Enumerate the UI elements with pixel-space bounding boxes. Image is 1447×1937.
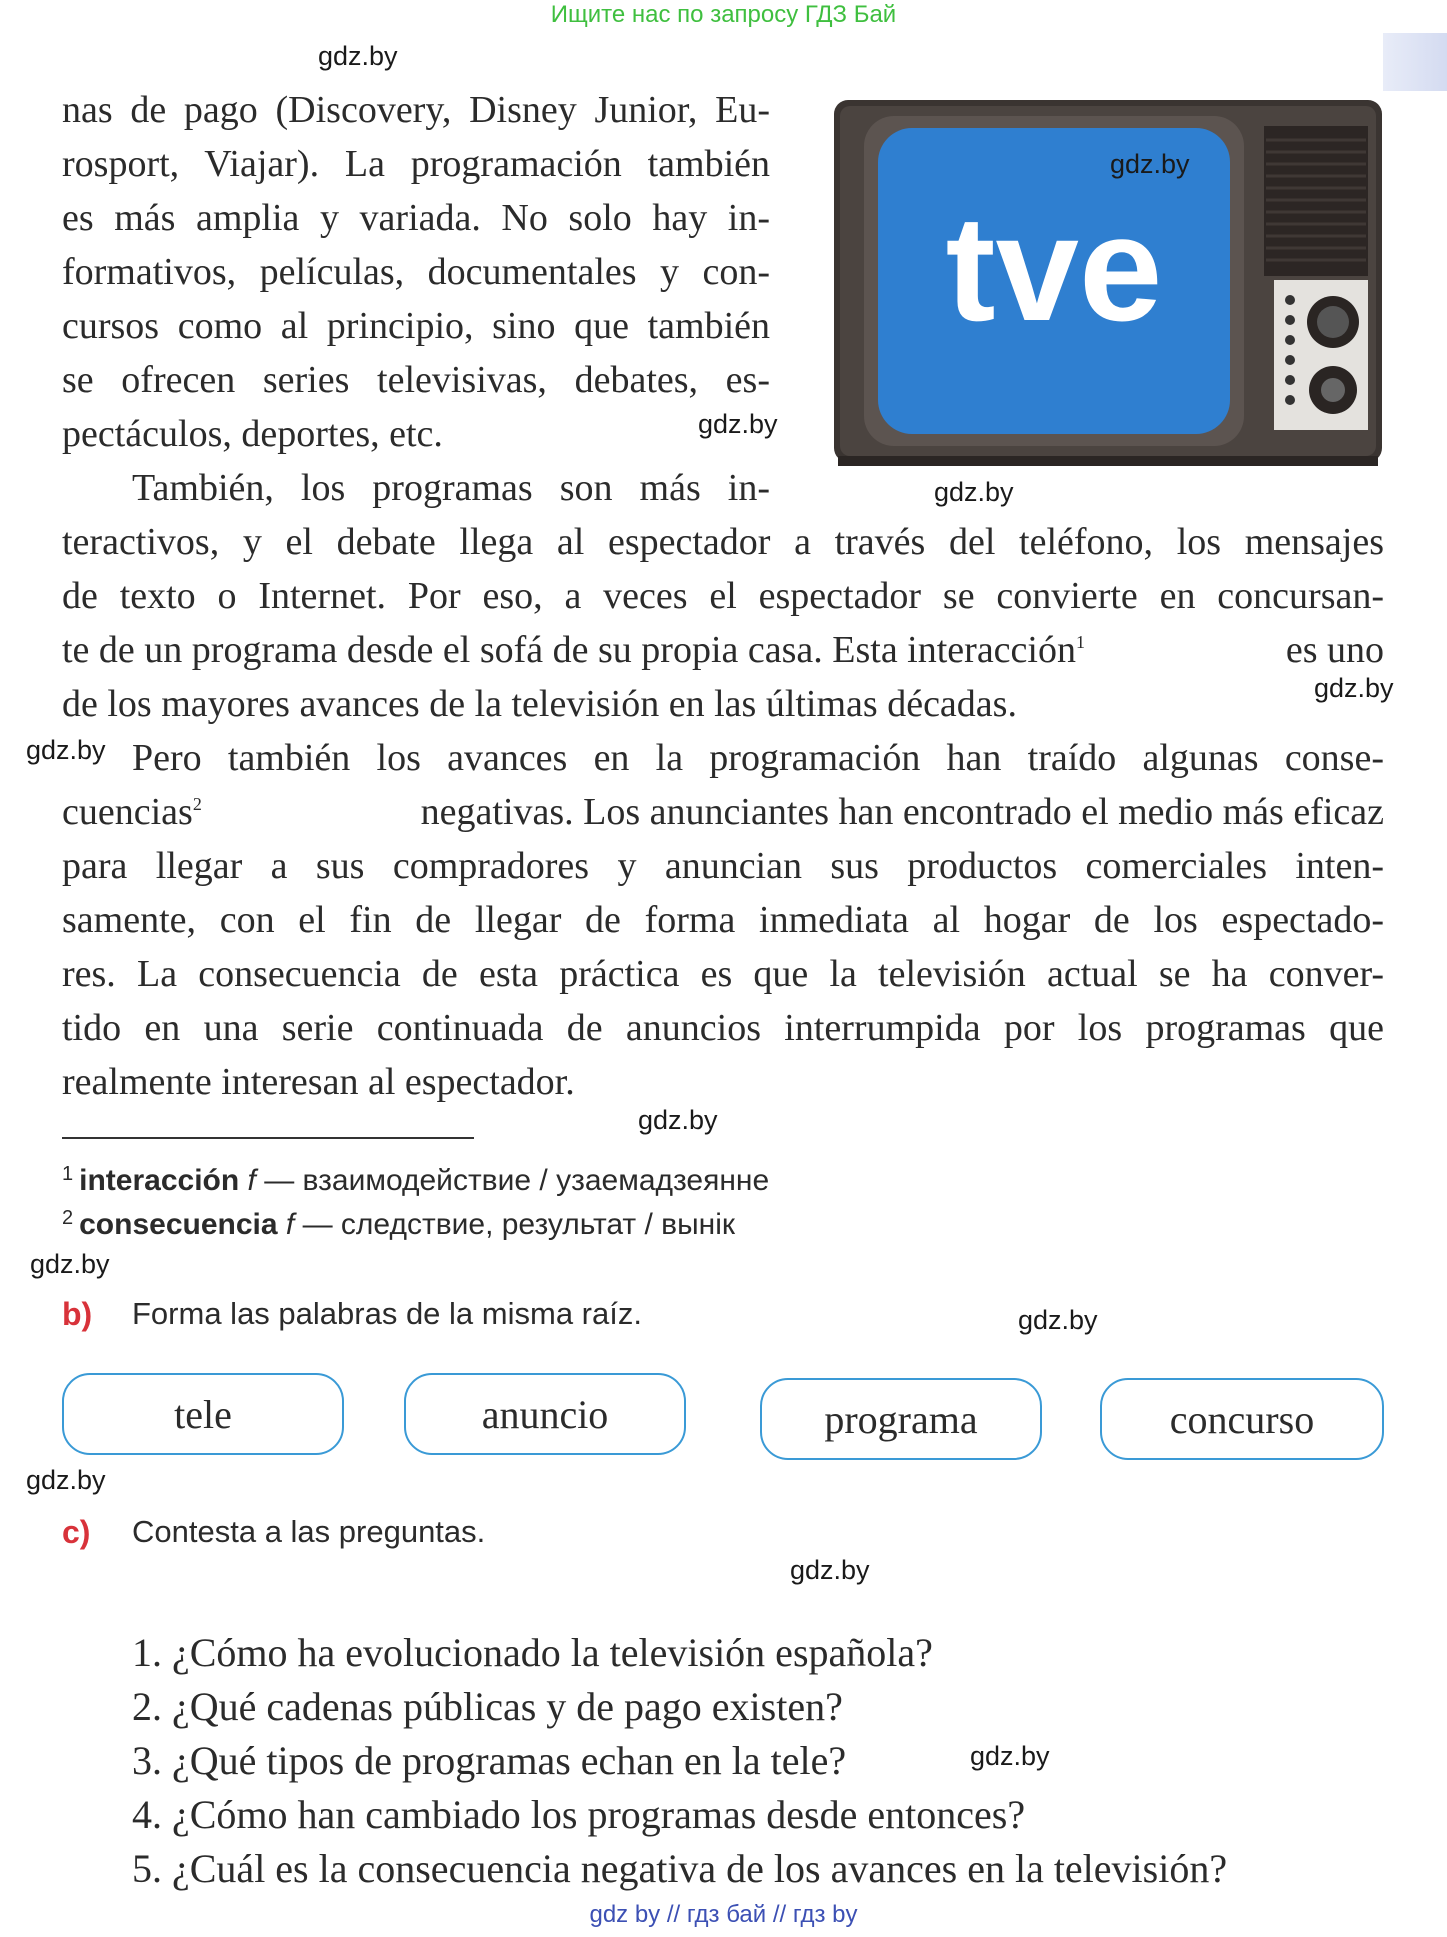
- task-c-text: Contesta a las preguntas.: [132, 1514, 486, 1549]
- footnote-term: interacción: [79, 1164, 240, 1197]
- question-3: 3. ¿Qué tipos de programas echan en la tele?: [132, 1738, 847, 1783]
- tv-illustration: [834, 100, 1382, 470]
- watermark: gdz.by: [26, 735, 106, 765]
- text-line: es más amplia y variada. No solo hay in-: [62, 197, 770, 239]
- watermark: gdz.by: [638, 1105, 718, 1135]
- question-4: 4. ¿Cómo han cambiado los programas desde entonces?: [132, 1792, 1026, 1837]
- watermark: gdz.by: [790, 1555, 870, 1585]
- footnote-number: 1: [62, 1163, 74, 1185]
- text-line: tido en una serie continuada de anuncios interrumpida por los programas que: [62, 1007, 1384, 1049]
- text-fragment: negativas. Los anunciantes han encontrado el medio más eficaz: [420, 791, 1384, 833]
- watermark: gdz.by: [1314, 673, 1394, 703]
- question-1: 1. ¿Cómo ha evolucionado la televisión española?: [132, 1630, 933, 1675]
- task-c-letter: c): [62, 1514, 91, 1550]
- tve-logo: tve: [945, 184, 1163, 352]
- footnote-number: 2: [62, 1207, 74, 1229]
- text-line: [62, 628, 1384, 672]
- text-line: de texto o Internet. Por eso, a veces el espectador se convierte en concursan-: [62, 575, 1384, 617]
- footnote-definition: — следствие, результат / вынік: [294, 1208, 736, 1241]
- watermark: gdz.by: [26, 1465, 106, 1495]
- watermark: gdz.by: [698, 409, 778, 439]
- footnote-gender: f: [247, 1164, 256, 1197]
- text-fragment: es uno: [1285, 629, 1384, 671]
- footnote-ref-2: 2: [192, 794, 202, 814]
- top-banner[interactable]: Ищите нас по запросу ГДЗ Бай: [550, 1, 897, 28]
- word-pill-tele: tele: [62, 1373, 344, 1455]
- text-fragment: te de un programa desde el sofá de su propia casa. Esta interacción: [62, 629, 1076, 671]
- footnote-gender: f: [285, 1208, 295, 1241]
- task-b-text: Forma las palabras de la misma raíz.: [132, 1296, 642, 1331]
- text-line: [62, 790, 1384, 834]
- watermark: gdz.by: [30, 1249, 110, 1279]
- text-line: res. La consecuencia de esta práctica es que la televisión actual se ha conver-: [62, 953, 1384, 995]
- watermark: gdz.by: [970, 1741, 1050, 1771]
- paragraph-start-line: Pero también los avances en la programación han traído algunas conse-: [132, 737, 1384, 779]
- word-pill-anuncio: anuncio: [404, 1373, 686, 1455]
- text-line: de los mayores avances de la televisión en las últimas décadas.: [62, 683, 1017, 725]
- watermark: gdz.by: [318, 41, 398, 71]
- text-line: para llegar a sus compradores y anuncian sus productos comerciales inten-: [62, 845, 1384, 887]
- footnote-2: [62, 1200, 735, 1243]
- text-fragment: cuencias: [62, 791, 193, 833]
- text-line: realmente interesan al espectador.: [62, 1061, 575, 1103]
- footnote-1: [62, 1156, 769, 1199]
- text-line: pectáculos, deportes, etc.: [62, 413, 443, 455]
- footnote-ref-1: 1: [1075, 632, 1085, 652]
- text-line: teractivos, y el debate llega al espectador a través del teléfono, los mensajes: [62, 521, 1384, 563]
- text-line: nas de pago (Discovery, Disney Junior, Eu-: [62, 89, 770, 131]
- footnote-term: consecuencia: [79, 1208, 278, 1241]
- text-line: cursos como al principio, sino que también: [62, 305, 770, 347]
- page-corner-tab: [1383, 33, 1447, 91]
- word-pill-concurso: concurso: [1100, 1378, 1384, 1460]
- text-line: formativos, películas, documentales y con-: [62, 251, 770, 293]
- text-line: se ofrecen series televisivas, debates, es-: [62, 359, 770, 401]
- text-line: samente, con el fin de llegar de forma inmediata al hogar de los espectado-: [62, 899, 1384, 941]
- question-5: 5. ¿Cuál es la consecuencia negativa de los avances en la televisión?: [132, 1846, 1228, 1891]
- task-b-letter: b): [62, 1296, 93, 1332]
- footnote-divider: [62, 1137, 474, 1139]
- footnote-definition: — взаимодействие / узаемадзеянне: [255, 1164, 770, 1197]
- text-line: rosport, Viajar). La programación también: [62, 143, 770, 185]
- question-2: 2. ¿Qué cadenas públicas y de pago existen?: [132, 1684, 843, 1729]
- paragraph-start-line: También, los programas son más in-: [132, 467, 770, 509]
- watermark: gdz.by: [1018, 1305, 1098, 1335]
- footer-links[interactable]: gdz by // гдз бай // гдз by: [589, 1901, 858, 1928]
- watermark: gdz.by: [1110, 149, 1190, 179]
- word-pill-programa: programa: [760, 1378, 1042, 1460]
- watermark: gdz.by: [934, 477, 1014, 507]
